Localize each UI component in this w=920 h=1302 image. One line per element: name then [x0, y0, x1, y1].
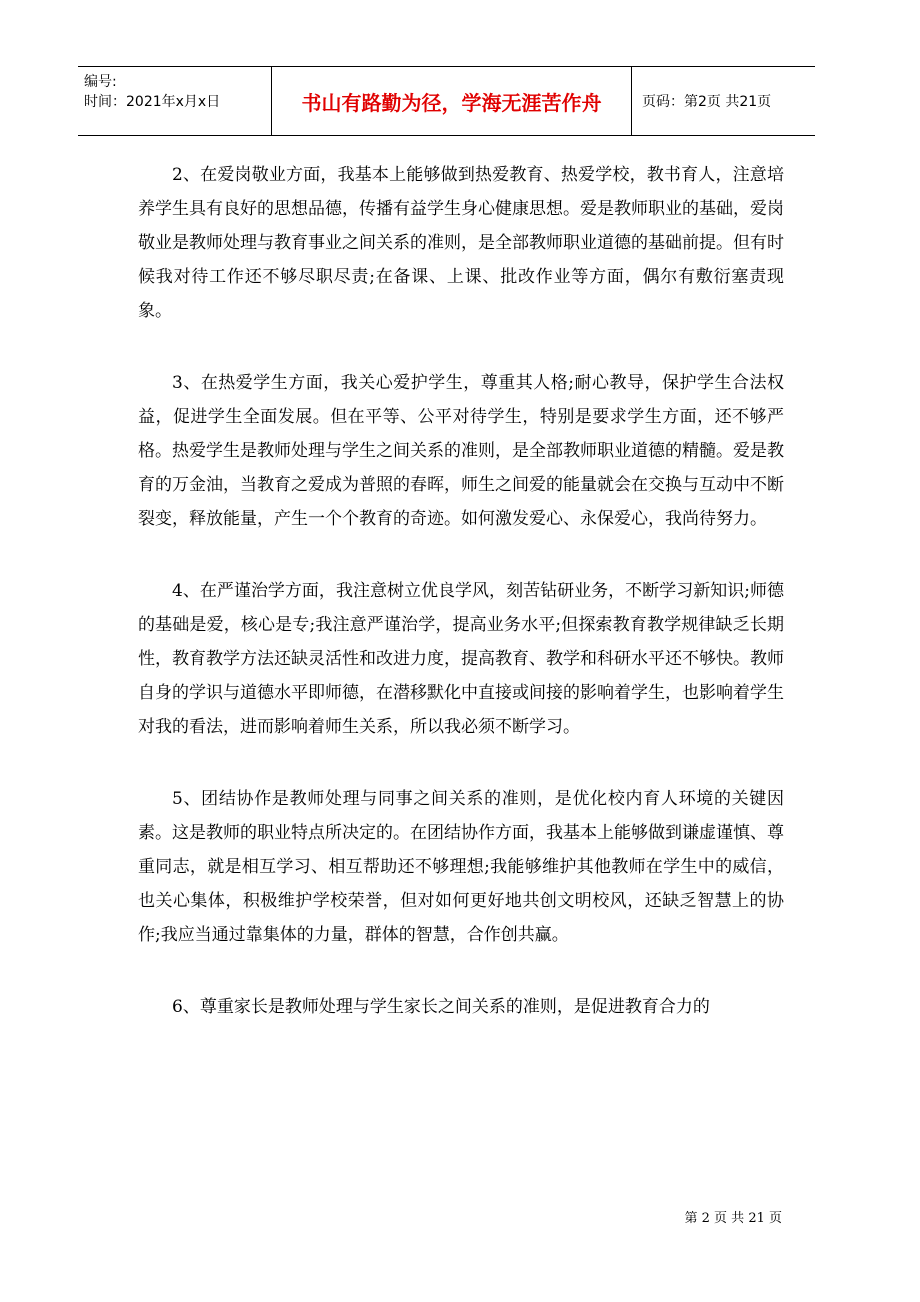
page-footer: 第 2 页 共 21 页 [684, 1211, 782, 1226]
document-header [78, 66, 815, 136]
document-number-label: 编号: [84, 74, 117, 90]
header-page-number: 页码：第2页 共21页 [642, 94, 772, 110]
header-meta-cell [78, 67, 272, 135]
paragraph-5: 5、团结协作是教师处理与同事之间关系的准则，是优化校内育人环境的关键因素。这是教师的职业特点所决定的。在团结协作方面，我基本上能够做到谦虚谨慎、尊重同志，就是相互学习、相互帮助还不够理想;我能够维护其他教师在学生中的威信，也关心集体，积极维护学校荣誉，但对如何更好地共创文明校风，还缺乏智慧上的协作;我应当通过靠集体的力量，群体的智慧，合作创共赢。 [138, 789, 784, 945]
document-date-label: 时间：2021年x月x日 [84, 94, 221, 110]
header-motto-cell [272, 67, 632, 135]
document-body [138, 158, 784, 1062]
paragraph-2: 2、在爱岗敬业方面，我基本上能够做到热爱教育、热爱学校，教书育人，注意培养学生具有良好的思想品德，传播有益学生身心健康思想。爱是教师职业的基础，爱岗敬业是教师处理与教育事业之间关系的准则，是全部教师职业道德的基础前提。但有时候我对待工作还不够尽职尽责;在备课、上课、批改作业等方面，偶尔有敷衍塞责现象。 [138, 165, 784, 321]
paragraph-6: 6、尊重家长是教师处理与学生家长之间关系的准则，是促进教育合力的 [172, 997, 710, 1017]
paragraph-4: 4、在严谨治学方面，我注意树立优良学风，刻苦钻研业务，不断学习新知识;师德的基础是爱，核心是专;我注意严谨治学，提高业务水平;但探索教育教学规律缺乏长期性，教育教学方法还缺灵活性和改进力度，提高教育、教学和科研水平还不够快。教师自身的学识与道德水平即师德，在潜移默化中直接或间接的影响着学生，也影响着学生对我的看法，进而影响着师生关系，所以我必须不断学习。 [138, 581, 784, 737]
header-motto: 书山有路勤为径，学海无涯苦作舟 [301, 90, 602, 115]
header-page-cell [632, 67, 815, 135]
paragraph-3: 3、在热爱学生方面，我关心爱护学生，尊重其人格;耐心教导，保护学生合法权益，促进学生全面发展。但在平等、公平对待学生，特别是要求学生方面，还不够严格。热爱学生是教师处理与学生之间关系的准则，是全部教师职业道德的精髓。爱是教育的万金油，当教育之爱成为普照的春晖，师生之间爱的能量就会在交换与互动中不断裂变，释放能量，产生一个个教育的奇迹。如何激发爱心、永保爱心，我尚待努力。 [138, 373, 784, 529]
